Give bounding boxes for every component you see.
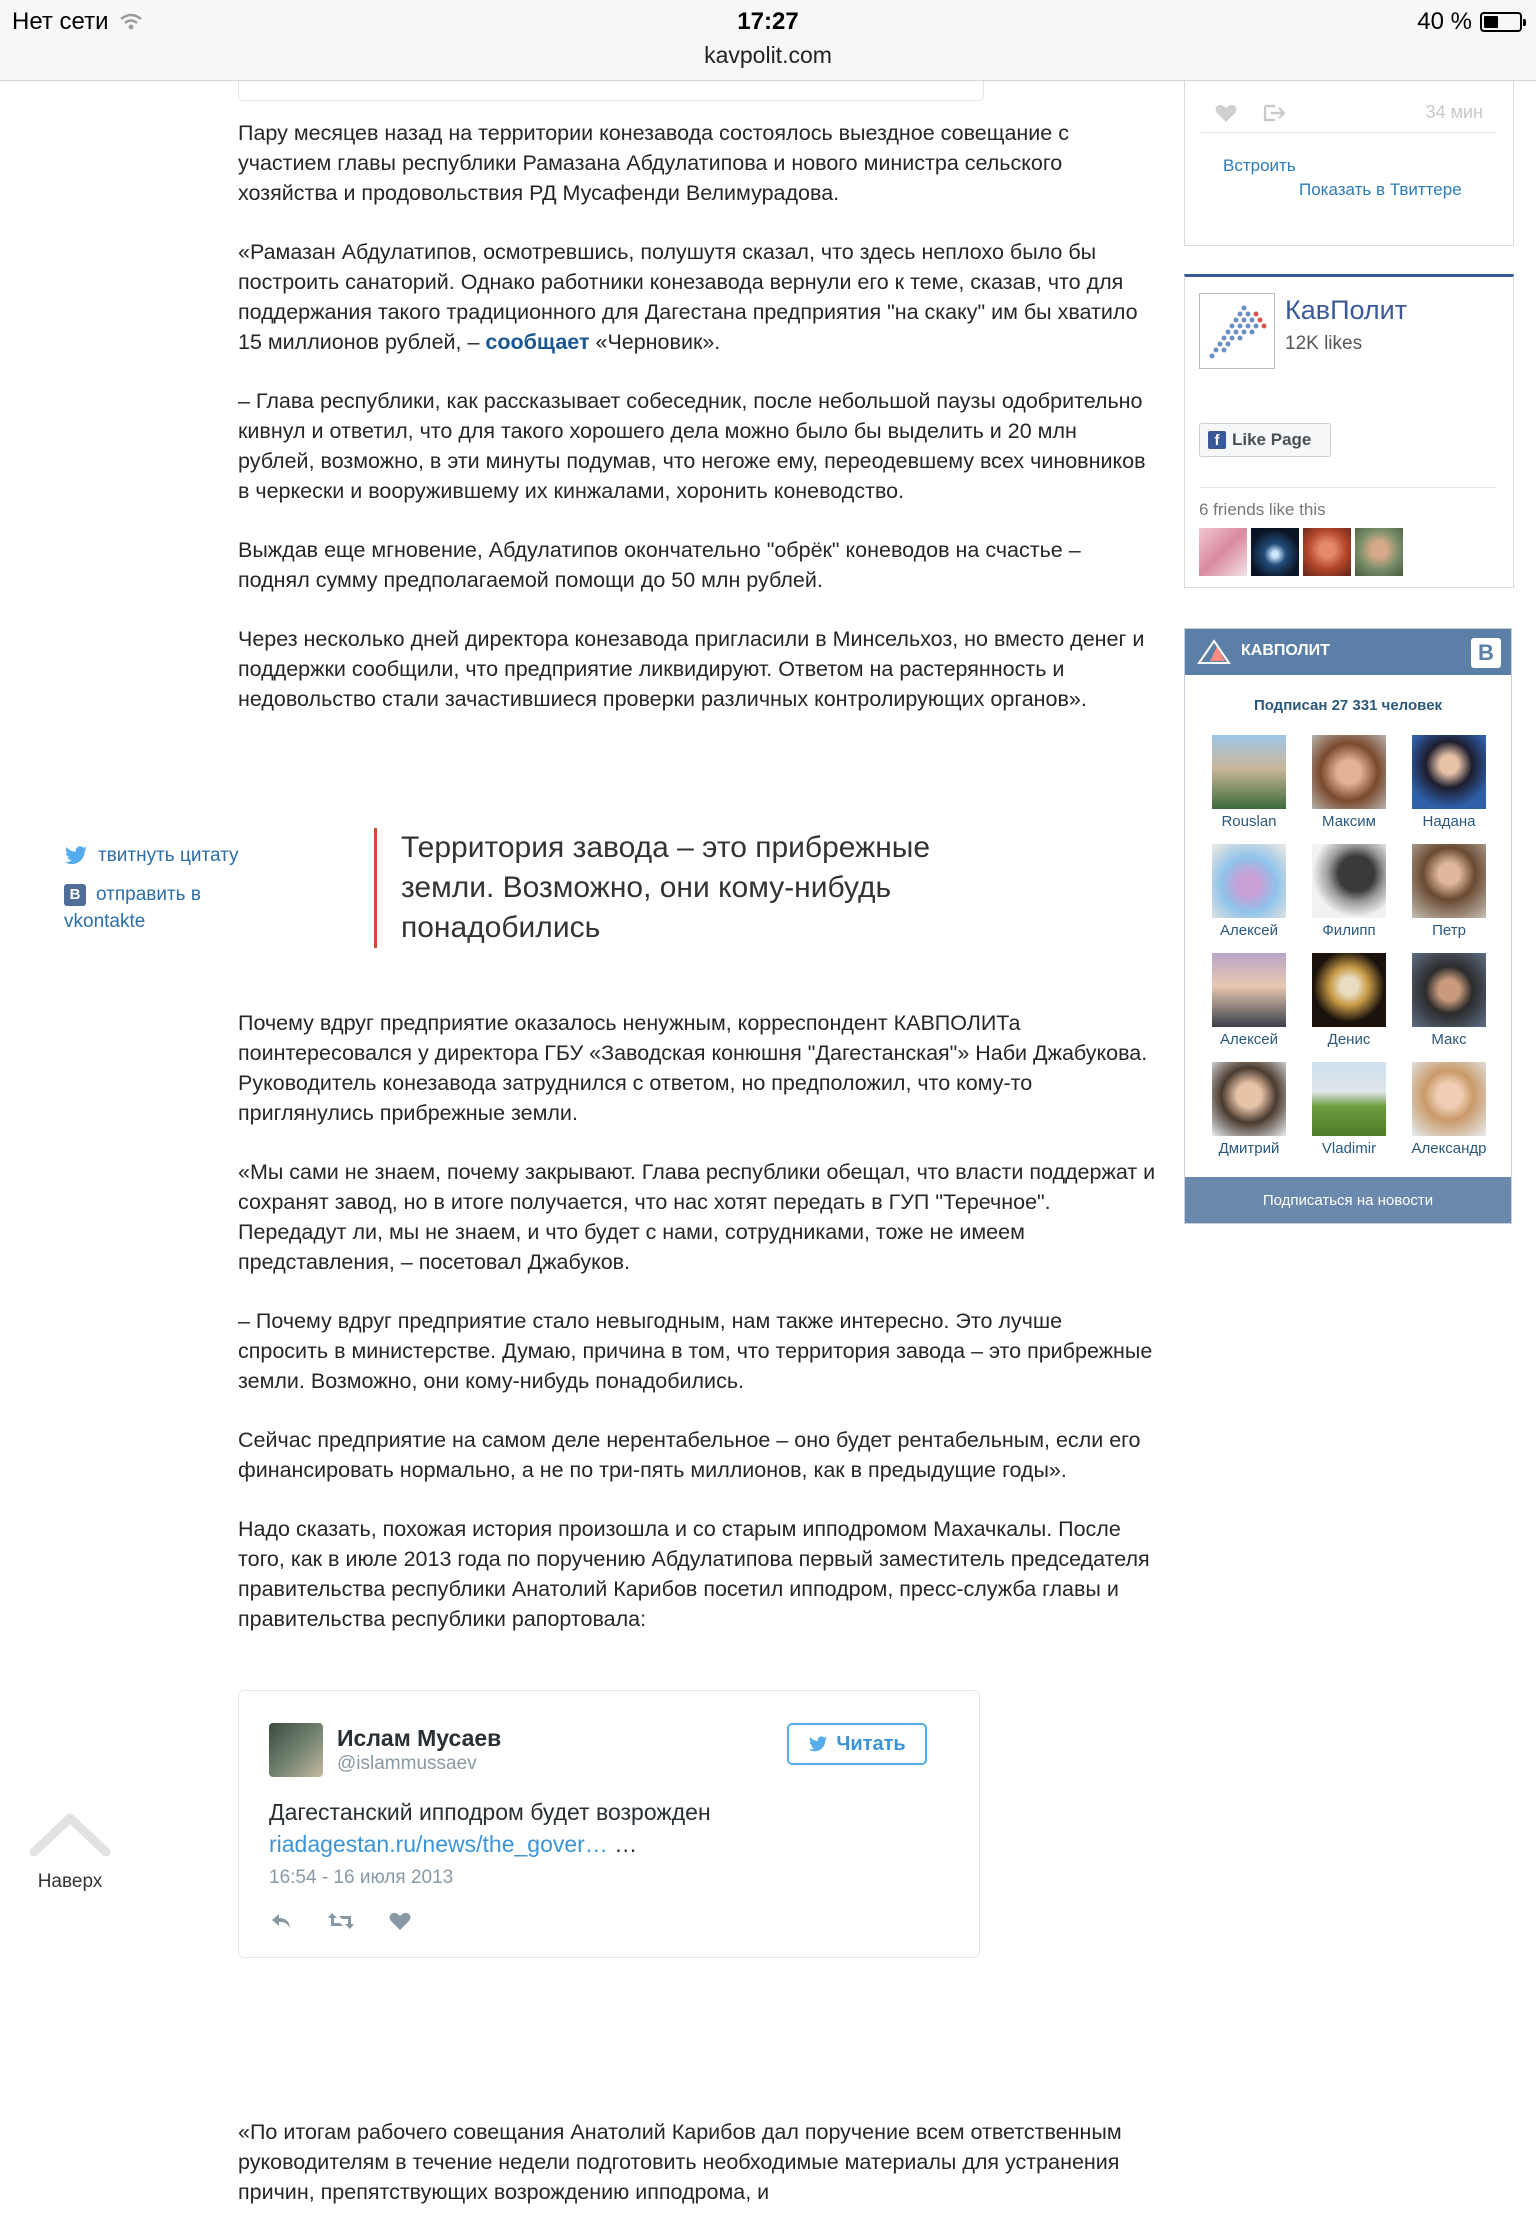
vk-widget-header: [1185, 629, 1511, 675]
friends-like-count: 6 friends like this: [1199, 500, 1326, 519]
reply-icon[interactable]: [269, 1911, 293, 1931]
vk-member-photo: [1212, 844, 1286, 918]
article-paragraph: Надо сказать, похожая история произошла и со старым ипподромом Махачкалы. После того, как в июле 2013 года по поручению Абдулатипова первый заместитель председателя правительства республики Анатолий Карибов посетил ипподром, пресс-служба главы и правительства республики рапортовала:: [238, 1517, 1150, 1631]
vk-member-photo: [1312, 1062, 1386, 1136]
twitter-bird-icon: [64, 846, 88, 866]
twitter-timeline-widget: [1184, 60, 1514, 246]
divider: [1201, 132, 1497, 133]
vk-share-label-2: vkontakte: [64, 911, 146, 932]
vk-member[interactable]: [1199, 844, 1299, 939]
battery-icon: [1480, 12, 1522, 32]
article-paragraph: – Глава республики, как рассказывает собеседник, после небольшой паузы одобрительно кивнул и ответил, что для такого хорошего дела можно было бы выделить и 20 млн рублей, возможно, в эти минуты подумав, что негоже ему, переодевшему всех чиновников в черкески и вооружившему их кинжалами, хоронить коневодство.: [238, 389, 1146, 503]
retweet-icon[interactable]: [327, 1911, 355, 1931]
vk-subscribe-button[interactable]: Подписаться на новости: [1185, 1177, 1511, 1223]
twitter-bird-icon: [808, 1736, 828, 1753]
kavpolit-logo[interactable]: [1199, 293, 1275, 369]
vk-member-name: Денис: [1327, 1031, 1371, 1048]
article-paragraph: Через несколько дней директора конезавода пригласили в Минсельхоз, но вместо денег и поддержки сообщили, что предприятие ликвидируют. Ответом на растерянность и недовольство стали зачастившиеся проверки различных контролирующих органов».: [238, 627, 1145, 711]
vk-logo-icon[interactable]: В: [1471, 638, 1501, 668]
pull-quote: Территория завода – это прибрежные земли. Возможно, они кому-нибудь понадобились: [374, 828, 1021, 948]
vk-share-link[interactable]: [64, 881, 239, 935]
kavpolit-logo-graphic: [1200, 294, 1274, 368]
embedded-tweet: [238, 1690, 980, 1958]
vk-member-photo: [1312, 844, 1386, 918]
tweet-quote-link[interactable]: [64, 842, 239, 869]
article-paragraph: – Почему вдруг предприятие стало невыгодным, нам также интересно. Это лучше спросить в министерстве. Думаю, причина в том, что территория завода – это прибрежные земли. Возможно, они кому-нибудь понадобились.: [238, 1309, 1153, 1393]
source-name: «Черновик».: [595, 330, 721, 354]
vk-member[interactable]: [1199, 735, 1299, 830]
vk-icon: В: [64, 884, 86, 906]
like-page-label: Like Page: [1232, 430, 1312, 449]
tweet-actions-row: [1215, 102, 1483, 123]
vk-member-photo: [1212, 1062, 1286, 1136]
follow-button[interactable]: [787, 1723, 927, 1765]
share-icon[interactable]: [1263, 103, 1287, 123]
vk-member[interactable]: [1199, 1062, 1299, 1157]
article-body-bottom: [238, 1008, 1158, 2236]
vk-member-photo: [1412, 735, 1486, 809]
vk-member-name: Филипп: [1322, 922, 1376, 939]
tweet-author-name[interactable]: Ислам Мусаев: [337, 1725, 502, 1751]
vk-member-photo: [1212, 953, 1286, 1027]
vk-member[interactable]: [1299, 953, 1399, 1048]
vk-member[interactable]: [1299, 735, 1399, 830]
carrier-label: Нет сети: [12, 8, 109, 35]
vk-member-name: Rouslan: [1221, 813, 1277, 830]
friend-avatar[interactable]: [1303, 528, 1351, 576]
vk-members-grid: [1199, 735, 1499, 1157]
tweet-author-handle[interactable]: @islammussaev: [337, 1753, 477, 1774]
vk-member[interactable]: [1199, 953, 1299, 1048]
vk-member[interactable]: [1399, 953, 1499, 1048]
vk-member-photo: [1312, 953, 1386, 1027]
vk-member-name: Алексей: [1219, 1031, 1279, 1048]
tweet-link[interactable]: [269, 1831, 637, 1858]
source-link[interactable]: сообщает: [485, 330, 590, 354]
vk-member-name: Александр: [1411, 1140, 1487, 1157]
vk-member[interactable]: [1399, 844, 1499, 939]
follow-label: Читать: [836, 1732, 906, 1755]
article-paragraph: «Мы сами не знаем, почему закрывают. Глава республики обещал, что власти поддержат и сохранят завод, но в итоге получается, что нас хотят передать в ГУП "Теречное". Передадут ли, мы не знаем, и что будет с нами, сотрудниками, тоже не имеем представления, – посетовал Джабуков.: [238, 1160, 1156, 1274]
back-to-top-button[interactable]: [28, 1808, 112, 1893]
vk-member-photo: [1412, 844, 1486, 918]
quote-share-links: [64, 842, 239, 935]
vk-member-photo: [1312, 735, 1386, 809]
like-heart-icon[interactable]: [1215, 103, 1237, 123]
facebook-page-widget: [1184, 274, 1514, 588]
vk-subscriber-count: Подписан 27 331 человек: [1253, 697, 1443, 714]
vk-member-name: Vladimir: [1321, 1140, 1377, 1157]
friends-avatars: [1199, 528, 1403, 576]
vk-group-name[interactable]: КАВПОЛИТ: [1241, 642, 1330, 659]
vk-member[interactable]: [1399, 1062, 1499, 1157]
vk-member-name: Максим: [1322, 813, 1376, 830]
tweet-link-url[interactable]: riadagestan.ru/news/the_gover…: [269, 1831, 608, 1857]
vk-member[interactable]: [1399, 735, 1499, 830]
article-paragraph: Пару месяцев назад на территории конезавода состоялось выездное совещание с участием главы республики Рамазана Абдулатипова и нового министра сельского хозяйства и продовольствия РД Мусафенди Велимурадова.: [238, 121, 1069, 205]
like-page-button[interactable]: [1199, 423, 1331, 457]
friend-avatar[interactable]: [1355, 528, 1403, 576]
friend-avatar[interactable]: [1251, 528, 1299, 576]
vk-member-name: Алексей: [1219, 922, 1279, 939]
address-bar-url[interactable]: kavpolit.com: [704, 42, 832, 68]
vk-member-name: Дмитрий: [1218, 1140, 1280, 1157]
tweet-text: Дагестанский ипподром будет возрожден: [269, 1799, 711, 1825]
show-on-twitter-link[interactable]: Показать в Твиттере: [1299, 180, 1462, 199]
article-body-top: [238, 118, 1158, 743]
article-paragraph: Выждав еще мгновение, Абдулатипов окончательно "обрёк" коневодов на счастье – поднял сумму предполагаемой помощи до 50 млн рублей.: [238, 538, 1081, 592]
facebook-likes-count: 12K likes: [1285, 333, 1363, 354]
vk-member[interactable]: [1299, 844, 1399, 939]
tweet-author-avatar[interactable]: [269, 1723, 323, 1777]
chevron-up-icon: [28, 1808, 112, 1864]
facebook-page-name[interactable]: КавПолит: [1285, 295, 1408, 325]
friend-avatar[interactable]: [1199, 528, 1247, 576]
vk-member-name: Надана: [1422, 813, 1476, 830]
tweet-quote-label: твитнуть цитату: [98, 845, 239, 866]
facebook-f-icon: f: [1208, 431, 1226, 449]
tweet-date[interactable]: 16:54 - 16 июля 2013: [269, 1867, 454, 1888]
friends-like-box: [1199, 487, 1497, 584]
article-paragraph-text: «Рамазан Абдулатипов, осмотревшись, полушутя сказал, что здесь неплохо было бы построить санаторий. Однако работники конезавода вернули его к теме, сказав, что для поддержания такого традиционного для Дагестана предприятия "на скаку" им бы хватило 15 миллионов рублей, –: [238, 240, 1138, 354]
vk-member-photo: [1412, 1062, 1486, 1136]
tweet-actions: [269, 1911, 411, 1931]
kavpolit-logo[interactable]: [1197, 639, 1231, 665]
tweet-time: 34 мин: [1425, 102, 1483, 122]
vk-member-name: Петр: [1432, 922, 1466, 939]
embed-link[interactable]: Встроить: [1223, 156, 1296, 175]
clock: 17:27: [737, 8, 799, 35]
article-paragraph: Сейчас предприятие на самом деле нерентабельное – оно будет рентабельным, если его финансировать нормально, а не по три-пять миллионов, как в предыдущие годы».: [238, 1428, 1141, 1482]
vk-member[interactable]: [1299, 1062, 1399, 1157]
like-heart-icon[interactable]: [389, 1911, 411, 1931]
vk-member-photo: [1412, 953, 1486, 1027]
status-bar: [0, 0, 1536, 81]
battery-status: [1417, 8, 1522, 36]
vk-member-photo: [1212, 735, 1286, 809]
vk-share-label-1: отправить в: [96, 884, 201, 905]
article-paragraph: [238, 237, 1158, 357]
battery-percent: 40 %: [1417, 8, 1472, 35]
tweet-link-ellipsis: …: [607, 1831, 638, 1857]
vk-member-name: Макс: [1431, 1031, 1467, 1048]
article-paragraph: Почему вдруг предприятие оказалось ненужным, корреспондент КАВПОЛИТа поинтересовался у директора ГБУ «Заводская конюшня "Дагестанская"» Наби Джабукова. Руководитель конезавода затруднился с ответом, но предположил, что кому-то приглянулись прибрежные земли.: [238, 1011, 1148, 1125]
article-paragraph: «По итогам рабочего совещания Анатолий Карибов дал поручение всем ответственным руководителям в течение недели подготовить необходимые материалы для устранения причин, препятствующих возрождению ипподрома, и: [238, 2120, 1122, 2204]
vk-group-widget: [1184, 628, 1512, 1224]
back-to-top-label: Наверх: [37, 1871, 103, 1892]
